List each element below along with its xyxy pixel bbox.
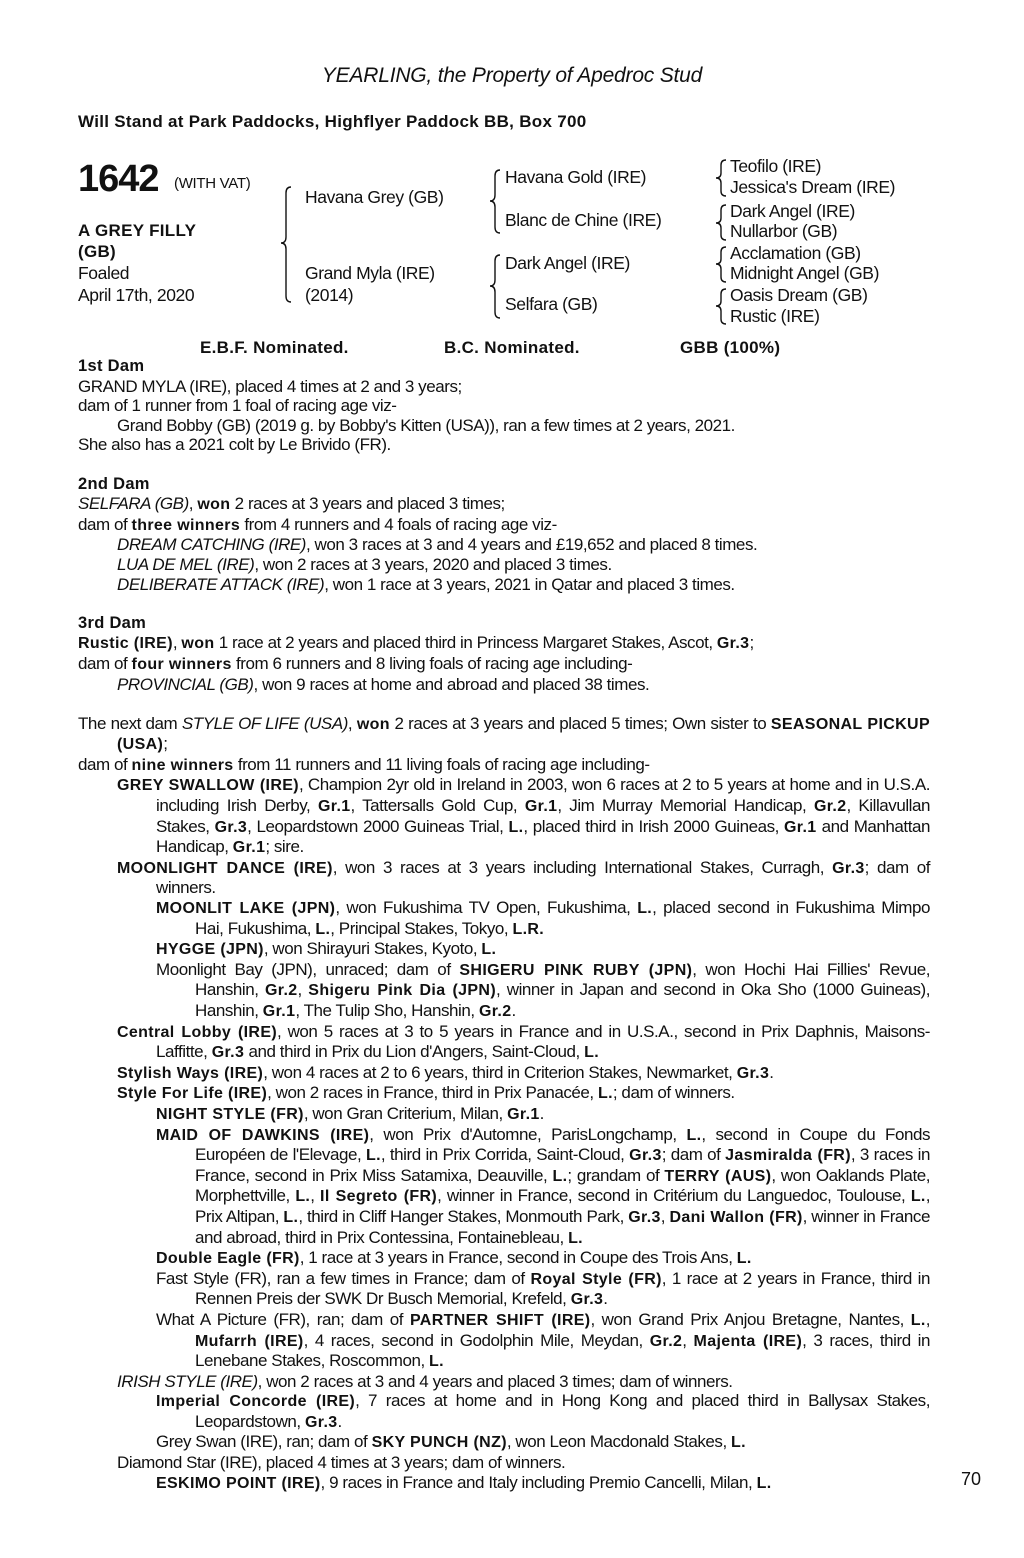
text: ,: [925, 1309, 930, 1329]
paragraph: [78, 939, 930, 960]
paragraph: [78, 1248, 930, 1269]
text: Fast Style (FR), ran a few times in France; dam of: [156, 1268, 531, 1288]
text: dam of 1 runner from 1 foal of racing age viz-: [78, 396, 397, 416]
pedigree-block: [0, 0, 1024, 360]
text: ,: [347, 713, 357, 733]
text: 1 race at 2 years and placed third in Princess Margaret Stakes, Ascot,: [214, 633, 717, 653]
bold-text: Style For Life (IRE): [117, 1085, 268, 1103]
bold-text: L.: [283, 1208, 299, 1226]
bold-text: L.: [910, 1311, 926, 1329]
bold-text: MAID OF DAWKINS (IRE): [156, 1126, 370, 1144]
bold-text: Double Eagle (FR): [156, 1250, 300, 1268]
text: ; sire.: [265, 837, 304, 857]
bold-text: Gr.1: [262, 1003, 296, 1020]
paragraph: [78, 1125, 930, 1249]
bold-text: Gr.1: [784, 818, 817, 836]
text: and Manhattan Handicap,: [156, 816, 930, 857]
text: dam of: [78, 514, 132, 534]
page-number: 70: [961, 1469, 982, 1489]
paragraph: [78, 654, 930, 675]
text: , placed third in Irish 2000 Guineas,: [523, 816, 784, 836]
section-heading: [78, 357, 930, 377]
text: , third in Cliff Hanger Stakes, Monmouth Park,: [298, 1206, 629, 1226]
text: , won 3 races at 3 years including International Stakes, Curragh,: [332, 857, 833, 877]
page-title: YEARLING, the Property of Apedroc Stud: [321, 64, 703, 87]
lot-description-country: (GB): [78, 242, 117, 261]
bold-text: GREY SWALLOW (IRE): [117, 777, 299, 795]
text: , The Tulip Sho, Hanshin,: [295, 1001, 479, 1020]
paragraph: [78, 714, 930, 755]
paragraph: [78, 435, 930, 455]
paragraph: [78, 1453, 930, 1473]
bold-text: Gr.3: [214, 818, 248, 836]
bold-text: MOONLIGHT DANCE (IRE): [117, 859, 333, 877]
text: , winner in France, second in Critérium du Languedoc, Toulouse,: [437, 1186, 911, 1206]
bold-text: Jasmiralda (FR): [725, 1147, 851, 1165]
text: ,: [682, 1330, 694, 1350]
text: , won 5 races at 3 to 5 years in France and in U.S.A., second in Prix Daphnis, Maisons-Laffitte,: [156, 1021, 930, 1062]
text: .: [511, 1001, 516, 1020]
bold-text: nine winners: [131, 756, 234, 774]
text: ; dam of: [661, 1145, 726, 1165]
paragraph: [78, 1083, 930, 1104]
paragraph: [78, 755, 930, 776]
bold-text: Imperial Concorde (IRE): [156, 1393, 356, 1411]
sire-dam: Blanc de Chine (IRE): [505, 210, 662, 230]
brace-icon: [490, 255, 500, 318]
text: , won 3 races at 3 and 4 years and £19,652 and placed 8 times.: [306, 535, 758, 555]
italic-text: LUA DE MEL (IRE): [117, 554, 255, 574]
text: ; dam of winners.: [612, 1083, 735, 1103]
text: , Tattersalls Gold Cup,: [350, 796, 525, 816]
bold-text: L.: [584, 1044, 599, 1062]
text: from 4 runners and 4 foals of racing age viz-: [240, 514, 557, 534]
text: , placed second in Fukushima Mimpo Hai, Fukushima,: [195, 898, 931, 938]
dam-sire: Dark Angel (IRE): [505, 253, 630, 273]
text: .: [769, 1062, 774, 1082]
text: , Jim Murray Memorial Handicap,: [557, 796, 814, 816]
text: ; dam of winners.: [156, 857, 930, 898]
bold-text: Gr.1: [317, 798, 351, 816]
text: , won 4 races at 2 to 6 years, third in Criterion Stakes, Newmarket,: [263, 1062, 737, 1082]
sire-sire: Havana Gold (IRE): [505, 167, 647, 187]
ggs-1: Teofilo (IRE): [730, 156, 822, 176]
bold-text: L.: [756, 1474, 772, 1492]
spacer: [78, 594, 930, 614]
pedigree-braces: [0, 0, 1024, 360]
paragraph: [78, 377, 930, 397]
bc-nomination: B.C. Nominated.: [444, 338, 580, 357]
bold-text: L.: [910, 1188, 926, 1206]
ggs-8: Rustic (IRE): [730, 306, 820, 326]
dam-dam: Selfara (GB): [505, 294, 598, 314]
text: ;: [163, 734, 168, 754]
text: GRAND MYLA (IRE), placed 4 times at 2 and 3 years;: [78, 376, 462, 396]
bold-text: NIGHT STYLE (FR): [156, 1105, 304, 1123]
bold-text: won: [181, 635, 215, 653]
bold-text: ESKIMO POINT (IRE): [156, 1474, 321, 1492]
foaled-label: Foaled: [78, 263, 130, 283]
bold-text: four winners: [131, 655, 232, 673]
text: , won Shirayuri Stakes, Kyoto,: [263, 939, 482, 959]
paragraph: [78, 396, 930, 416]
text: 2nd Dam: [78, 474, 150, 493]
bold-text: HYGGE (JPN): [156, 941, 264, 959]
paragraph: [78, 675, 930, 695]
bold-text: L.: [597, 1085, 613, 1103]
bold-text: Gr.1: [507, 1105, 540, 1123]
italic-text: STYLE OF LIFE (USA): [181, 713, 348, 733]
dam: Grand Myla (IRE): [305, 263, 435, 283]
paragraph: [78, 1104, 930, 1125]
spacer: [78, 455, 930, 475]
bold-text: L.: [315, 920, 331, 938]
text: , Killavullan Stakes,: [156, 796, 930, 836]
text: , won 9 races at home and abroad and placed 38 times.: [253, 674, 650, 694]
bold-text: L.: [686, 1126, 702, 1144]
paragraph: [78, 775, 930, 857]
paragraph: [78, 575, 930, 595]
section-heading: [78, 614, 930, 634]
bold-text: Gr.3: [628, 1208, 661, 1226]
bold-text: L.: [481, 941, 497, 959]
text: ,: [310, 1186, 321, 1206]
ggs-3: Dark Angel (IRE): [730, 201, 855, 221]
bold-text: Mufarrh (IRE): [195, 1332, 304, 1350]
bold-text: Gr.3: [304, 1413, 338, 1431]
text: , Leopardstown 2000 Guineas Trial,: [247, 816, 509, 836]
text: ,: [188, 494, 198, 514]
pedigree-notes: [78, 357, 930, 1493]
bold-text: Gr.1: [232, 839, 266, 857]
bold-text: three winners: [131, 516, 241, 534]
paragraph: [78, 1473, 930, 1494]
text: , won 2 races in France, third in Prix Panacée,: [267, 1083, 598, 1103]
text: , 4 races, second in Godolphin Mile, Meydan,: [303, 1330, 650, 1350]
bold-text: Dani Wallon (FR): [669, 1208, 803, 1226]
text: ;: [749, 633, 754, 653]
brace-icon: [490, 170, 500, 233]
bold-text: Gr.3: [570, 1291, 604, 1309]
dam-year: (2014): [305, 285, 354, 305]
bold-text: Gr.2: [649, 1332, 683, 1350]
text: , winner in France and abroad, third in Prix Contessina, Fontainebleau,: [195, 1206, 930, 1247]
text: The next dam: [78, 713, 182, 733]
paragraph: [78, 858, 930, 898]
brace-icon: [716, 247, 726, 282]
paragraph: [78, 1310, 930, 1372]
text: , won 2 races at 3 and 4 years and placed 3 times; dam of winners.: [257, 1371, 733, 1391]
bold-text: Rustic (IRE): [78, 635, 173, 653]
bold-text: PARTNER SHIFT (IRE): [409, 1311, 591, 1329]
text: 2 races at 3 years and placed 5 times; Own sister to: [389, 713, 771, 733]
lot-number: 1642: [78, 158, 159, 200]
text: , 1 race at 3 years in France, second in Coupe des Trois Ans,: [299, 1248, 737, 1268]
section-heading: [78, 475, 930, 495]
bold-text: L.: [736, 1250, 752, 1268]
bold-text: SKY PUNCH (NZ): [371, 1434, 507, 1452]
bold-text: L.: [295, 1188, 311, 1206]
paragraph: [78, 515, 930, 536]
ggs-4: Nullarbor (GB): [730, 221, 838, 241]
text: , 7 races at home and in Hong Kong and placed third in Ballysax Stakes, Leopardstown,: [195, 1391, 930, 1431]
paragraph: [78, 416, 930, 436]
text: , 9 races in France and Italy including Premio Cancelli, Milan,: [320, 1472, 757, 1492]
bold-text: Gr.3: [629, 1147, 662, 1165]
bold-text: Il Segreto (FR): [320, 1188, 438, 1206]
text: ; grandam of: [567, 1165, 665, 1185]
text: , won Hochi Hai Fillies' Revue, Hanshin,: [195, 959, 930, 1000]
spacer: [78, 694, 930, 714]
bold-text: Shigeru Pink Dia (JPN): [308, 982, 497, 1000]
italic-text: DREAM CATCHING (IRE): [117, 535, 307, 555]
paragraph: [78, 1022, 930, 1063]
bold-text: Gr.3: [736, 1064, 770, 1082]
brace-icon: [716, 205, 726, 240]
bold-text: Gr.3: [716, 635, 750, 653]
text: , second in Coupe du Fonds Européen de l'Elevage,: [195, 1124, 931, 1165]
text: and third in Prix du Lion d'Angers, Saint-Cloud,: [244, 1042, 585, 1062]
paragraph: [78, 494, 930, 515]
vat-note: (WITH VAT): [174, 175, 251, 192]
text: , won Gran Criterium, Milan,: [303, 1103, 508, 1123]
text: dam of: [78, 754, 132, 774]
ggs-2: Jessica's Dream (IRE): [730, 177, 896, 197]
bold-text: Gr.2: [813, 798, 847, 816]
text: , 3 races, third in Lenebane Stakes, Roscommon,: [195, 1330, 931, 1371]
text: dam of: [78, 653, 132, 673]
bold-text: Central Lobby (IRE): [117, 1023, 278, 1041]
lot-description: A GREY FILLY: [78, 221, 197, 240]
text: Moonlight Bay (JPN), unraced; dam of: [156, 959, 460, 979]
italic-text: DELIBERATE ATTACK (IRE): [117, 574, 325, 594]
text: Grey Swan (IRE), ran; dam of: [156, 1432, 372, 1452]
text: , won Oaklands Plate, Morphettville,: [195, 1165, 930, 1206]
italic-text: IRISH STYLE (IRE): [117, 1371, 258, 1391]
paragraph: [78, 1391, 930, 1432]
bold-text: L.: [637, 900, 653, 918]
bold-text: L.: [731, 1434, 746, 1452]
text: , won Leon Macdonald Stakes,: [506, 1432, 732, 1452]
bold-text: L.R.: [512, 920, 545, 938]
bold-text: MOONLIT LAKE (JPN): [156, 900, 336, 918]
bold-text: won: [356, 715, 390, 733]
brace-icon: [281, 187, 291, 302]
stand-location: Will Stand at Park Paddocks, Highflyer Paddock BB, Box 700: [78, 112, 587, 131]
bold-text: Gr.3: [832, 859, 865, 877]
text: , won Grand Prix Anjou Bretagne, Nantes,: [590, 1309, 911, 1329]
foaled-date: April 17th, 2020: [78, 285, 195, 305]
text: , won 1 race at 3 years, 2021 in Qatar and placed 3 times.: [324, 574, 735, 594]
bold-text: L.: [552, 1167, 568, 1185]
bold-text: Royal Style (FR): [530, 1270, 662, 1288]
text: , won Prix d'Automne, ParisLongchamp,: [369, 1124, 687, 1144]
bold-text: Majenta (IRE): [693, 1332, 803, 1350]
text: 3rd Dam: [78, 613, 147, 632]
bold-text: L.: [508, 818, 524, 836]
italic-text: PROVINCIAL (GB): [117, 674, 254, 694]
text: , third in Prix Corrida, Saint-Cloud,: [380, 1145, 630, 1165]
text: , won 2 races at 3 years, 2020 and placed 3 times.: [254, 554, 612, 574]
text: .: [337, 1411, 342, 1431]
text: , Prix Altipan,: [195, 1186, 931, 1226]
text: What A Picture (FR), ran; dam of: [156, 1309, 410, 1329]
gbb-status: GBB (100%): [680, 338, 781, 357]
ggs-5: Acclamation (GB): [730, 243, 861, 263]
bold-text: Gr.1: [524, 798, 558, 816]
text: , 1 race at 2 years in France, third in Rennen Preis der SWK Dr Busch Memorial, Krefeld,: [195, 1268, 930, 1309]
text: from 6 runners and 8 living foals of racing age including-: [231, 653, 633, 673]
bold-text: Gr.2: [478, 1003, 512, 1020]
bold-text: L.: [568, 1229, 583, 1247]
paragraph: [78, 535, 930, 555]
text: , Principal Stakes, Tokyo,: [330, 918, 513, 938]
paragraph: [78, 1432, 930, 1453]
text: , Champion 2yr old in Ireland in 2003, won 6 races at 2 to 5 years at home and in U.S.A. including Irish Derby,: [156, 775, 930, 816]
italic-text: SELFARA (GB): [78, 494, 189, 514]
text: Diamond Star (IRE), placed 4 times at 3 years; dam of winners.: [117, 1453, 566, 1473]
bold-text: Stylish Ways (IRE): [117, 1064, 264, 1082]
paragraph: [78, 1063, 930, 1084]
bold-text: Gr.3: [211, 1044, 245, 1062]
text: ,: [660, 1206, 670, 1226]
bold-text: L.: [429, 1353, 444, 1371]
ebf-nomination: E.B.F. Nominated.: [200, 338, 349, 357]
bold-text: won: [197, 496, 231, 514]
ggs-6: Midnight Angel (GB): [730, 263, 880, 283]
paragraph: [78, 1372, 930, 1392]
text: 2 races at 3 years and placed 3 times;: [230, 494, 505, 514]
text: from 11 runners and 11 living foals of racing age including-: [233, 754, 650, 774]
text: .: [539, 1103, 544, 1123]
text: , won Fukushima TV Open, Fukushima,: [335, 898, 638, 918]
paragraph: [78, 555, 930, 575]
bold-text: L.: [365, 1147, 381, 1165]
bold-text: SHIGERU PINK RUBY (JPN): [459, 961, 693, 979]
bold-text: SEASONAL PICKUP (USA): [117, 715, 930, 754]
paragraph: [78, 898, 930, 939]
text: .: [603, 1289, 608, 1309]
text: , winner in Japan and second in Oka Sho (1000 Guineas), Hanshin,: [195, 980, 930, 1020]
text: , 3 races in France, second in Prix Miss Satamixa, Deauville,: [195, 1145, 931, 1185]
brace-icon: [716, 160, 726, 196]
text: She also has a 2021 colt by Le Brivido (FR).: [78, 435, 391, 455]
ggs-7: Oasis Dream (GB): [730, 285, 868, 305]
paragraph: [78, 633, 930, 654]
brace-icon: [716, 289, 726, 324]
text: ,: [297, 980, 309, 1000]
bold-text: Gr.2: [264, 982, 298, 1000]
sire: Havana Grey (GB): [305, 187, 444, 207]
text: Grand Bobby (GB) (2019 g. by Bobby's Kitten (USA)), ran a few times at 2 years, 2021.: [117, 415, 735, 435]
text: ,: [172, 633, 182, 653]
paragraph: [78, 960, 930, 1022]
paragraph: [78, 1269, 930, 1310]
text: 1st Dam: [78, 357, 145, 375]
bold-text: TERRY (AUS): [664, 1167, 772, 1185]
